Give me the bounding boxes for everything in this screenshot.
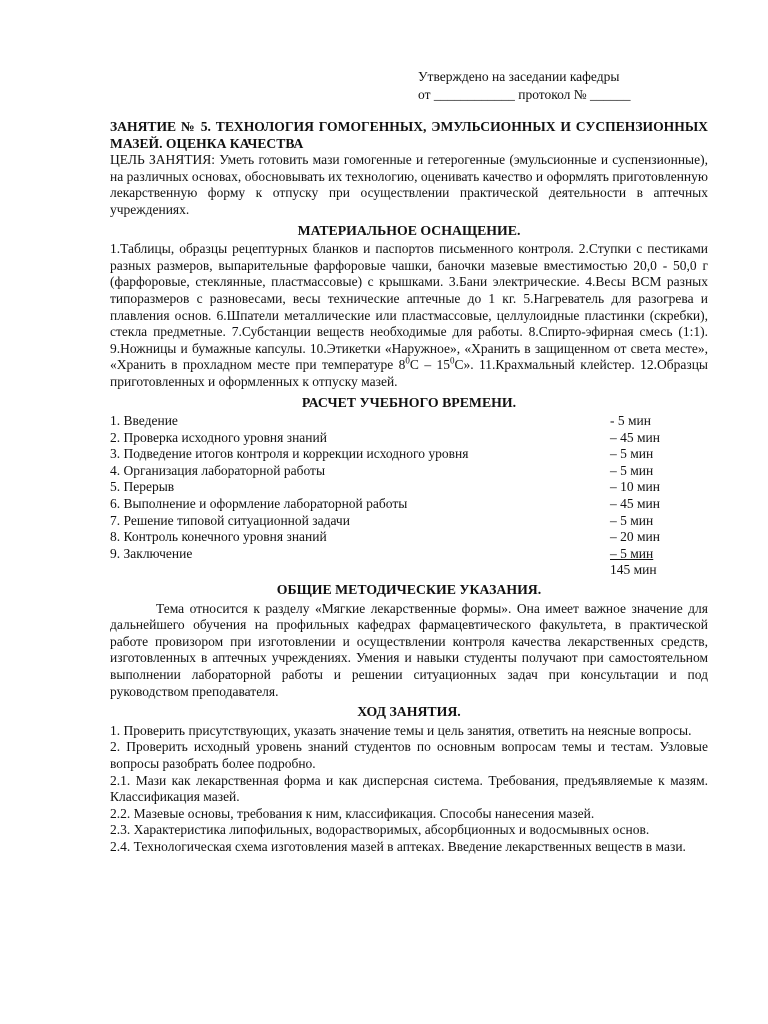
- equipment-text-part: 1.Таблицы, образцы рецептурных бланков и паспортов письменного контроля. 2.Ступки с пестиками разных размеров, выпарительные фарфоровые чашки, баночки мазевые вместимостью 20,0 - 50,0 г (фарфоровые, стеклянные, пластмассовые) с крышками. 3.Бани электрические. 4.Весы ВСМ разных типоразмеров с разновесами, весы технические аптечные до 1 кг. 5.Нагреватель для разогрева и плавления основ. 6.Шпатели металлические или пластмассовые, целлулоидные пластинки (скребки), стекла предметные. 7.Субстанции веществ необходимые для работы. 8.Спирто-эфирная смесь (1:1). 9.Ножницы и бумажные капсулы. 10.Этикетки «Наружное», «Хранить в защищенном от света месте», «Хранить в прохладном месте при температуре 8: [110, 241, 708, 373]
- course-item: 2. Проверить исходный уровень знаний студентов по основным вопросам темы и тестам. Узловые вопросы разобрать более подробно.: [110, 739, 708, 771]
- schedule-total: 145 мин: [610, 562, 657, 578]
- schedule-row: [110, 529, 708, 546]
- schedule-time: – 20 мин: [610, 529, 660, 545]
- degree-superscript: 0: [449, 355, 455, 366]
- lesson-goal: ЦЕЛЬ ЗАНЯТИЯ: Уметь готовить мази гомогенные и гетерогенные (эмульсионные и суспензионные), на различных основах, обосновывать их технологию, оценивать качество и оформлять приготовленную лекарственную форму к отпуску при осуществлении практической деятельности в аптечных учреждениях.: [110, 152, 708, 217]
- schedule-time: – 5 мин: [610, 512, 654, 528]
- schedule-time: – 45 мин: [610, 429, 660, 445]
- equipment-text-part: С – 15: [409, 357, 450, 373]
- course-item: 2.3. Характеристика липофильных, водорастворимых, абсорбционных и водосмывных основ.: [110, 822, 650, 838]
- degree-superscript: 0: [405, 355, 410, 366]
- schedule-item: 3. Подведение итогов контроля и коррекции исходного уровня: [110, 446, 469, 462]
- schedule-time: – 5 мин: [610, 545, 654, 561]
- equipment-text: [110, 241, 708, 390]
- approval-line: Утверждено на заседании кафедры: [418, 69, 620, 84]
- approval-block: [418, 68, 631, 104]
- schedule-item: 9. Заключение: [110, 545, 193, 561]
- methodical-heading: ОБЩИЕ МЕТОДИЧЕСКИЕ УКАЗАНИЯ.: [276, 582, 542, 598]
- schedule-item: 6. Выполнение и оформление лабораторной работы: [110, 496, 408, 512]
- document-body: [110, 119, 708, 856]
- schedule-row: [110, 430, 708, 447]
- schedule-row: [110, 479, 708, 496]
- schedule-time: - 5 мин: [610, 413, 651, 429]
- course-item: 2.4. Технологическая схема изготовления мазей в аптеках. Введение лекарственных веществ в мази.: [110, 838, 686, 854]
- course-item: 2.1. Мази как лекарственная форма и как дисперсная система. Требования, предъявляемые к мазям. Классификация мазей.: [110, 772, 708, 805]
- schedule-time: – 5 мин: [610, 462, 654, 478]
- schedule-item: 7. Решение типовой ситуационной задачи: [110, 512, 350, 528]
- lesson-title: ЗАНЯТИЕ № 5. ТЕХНОЛОГИЯ ГОМОГЕННЫХ, ЭМУЛЬСИОННЫХ И СУСПЕНЗИОННЫХ МАЗЕЙ. ОЦЕНКА КАЧЕСТВА: [110, 119, 708, 151]
- schedule-row: [110, 463, 708, 480]
- schedule-row: [110, 513, 708, 530]
- schedule-item: 1. Введение: [110, 413, 178, 429]
- equipment-heading: МАТЕРИАЛЬНОЕ ОСНАЩЕНИЕ.: [297, 222, 521, 238]
- schedule-table: [110, 413, 708, 579]
- schedule-row: [110, 496, 708, 513]
- course-heading: ХОД ЗАНЯТИЯ.: [357, 704, 461, 720]
- schedule-total-spacer: [110, 562, 610, 579]
- schedule-total-row: [110, 562, 708, 579]
- schedule-time: – 45 мин: [610, 496, 660, 512]
- schedule-item: 4. Организация лабораторной работы: [110, 462, 326, 478]
- equipment-text-part: С». 11.Крахмальный клейстер. 12.Образцы приготовленных и оформленных к отпуску мазей.: [110, 357, 708, 389]
- course-item: 1. Проверить присутствующих, указать значение темы и цель занятия, ответить на неясные вопросы.: [110, 722, 692, 738]
- schedule-time: – 5 мин: [610, 446, 654, 462]
- schedule-item: 5. Перерыв: [110, 479, 175, 495]
- course-item: 2.2. Мазевые основы, требования к ним, классификация. Способы нанесения мазей.: [110, 805, 595, 821]
- protocol-line: от ____________ протокол № ______: [418, 87, 631, 102]
- schedule-row: [110, 546, 708, 563]
- methodical-text: Тема относится к разделу «Мягкие лекарственные формы». Она имеет важное значение для дальнейшего обучения на профильных кафедрах фармацевтического факультета, в практической работе провизором при изготовлении и осуществлении контроля качества лекарственных средств, изготовленных в аптечных учреждениях. Умения и навыки студенты получают при самостоятельном выполнении лабораторной работы и решении ситуационных задач при консультации и под руководством преподавателя.: [110, 600, 708, 699]
- schedule-time: – 10 мин: [610, 479, 660, 495]
- schedule-row: [110, 446, 708, 463]
- schedule-row: [110, 413, 708, 430]
- schedule-item: 8. Контроль конечного уровня знаний: [110, 529, 327, 545]
- schedule-item: 2. Проверка исходного уровня знаний: [110, 429, 327, 445]
- schedule-heading: РАСЧЕТ УЧЕБНОГО ВРЕМЕНИ.: [301, 394, 517, 410]
